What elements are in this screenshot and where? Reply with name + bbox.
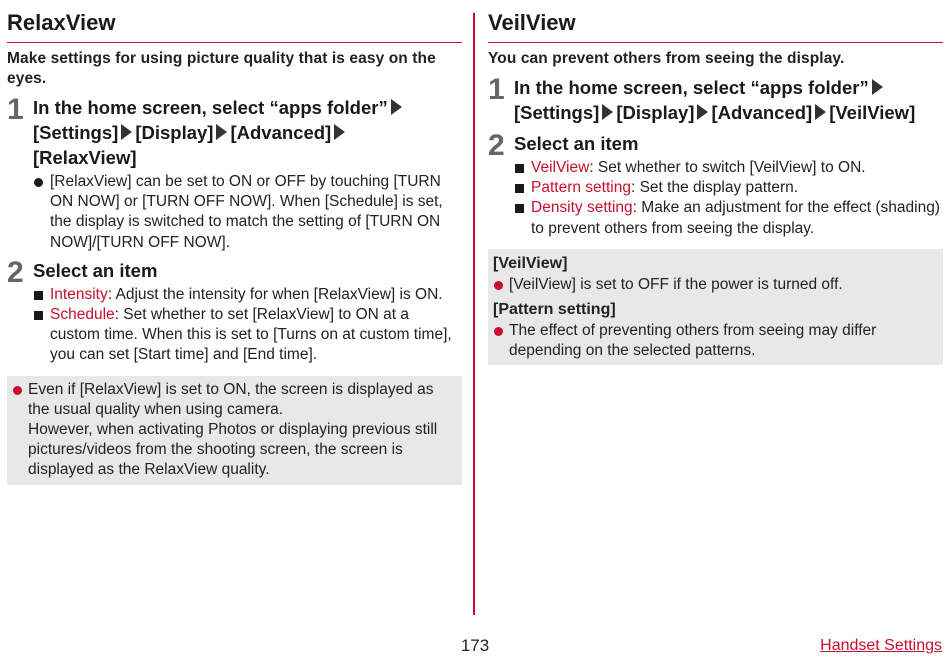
relaxview-step-2-title: Select an item — [33, 259, 158, 281]
term-description: : Set the display pattern. — [630, 179, 799, 197]
arrow-right-icon — [602, 104, 613, 120]
relaxview-note-box — [7, 376, 462, 485]
step-number: 2 — [7, 255, 24, 289]
veilview-step-1 — [488, 75, 943, 125]
path-veilview: [VeilView] — [829, 102, 916, 123]
term-intensity: Intensity — [50, 285, 108, 303]
step-number: 2 — [488, 129, 505, 162]
veilview-note-box — [488, 249, 943, 366]
note-text: Even if [RelaxView] is set to ON, the screen is displayed as the usual quality when using camera. — [28, 380, 434, 418]
relaxview-intro: Make settings for using picture quality that is easy on the eyes. — [7, 50, 436, 87]
arrow-right-icon — [391, 99, 402, 115]
relaxview-step-1 — [7, 95, 462, 253]
veilview-column — [488, 8, 943, 365]
step-number: 1 — [7, 93, 24, 126]
arrow-right-icon — [815, 104, 826, 120]
list-item-density-setting — [514, 198, 943, 238]
veilview-intro: You can prevent others from seeing the display. — [488, 50, 845, 67]
note-pattern-setting: The effect of preventing others from seeing may differ depending on the selected patterns. — [493, 321, 938, 361]
term-veilview: VeilView — [531, 159, 590, 176]
path-advanced: [Advanced] — [230, 122, 332, 143]
term-density-setting: Density setting — [531, 199, 633, 217]
page-number: 173 — [460, 636, 490, 655]
step-number: 1 — [488, 73, 505, 106]
veilview-step-2-title: Select an item — [514, 133, 639, 154]
veilview-title: VeilView — [488, 8, 943, 43]
note-heading-pattern-setting: [Pattern setting] — [493, 301, 616, 319]
term-description: : Set whether to set [RelaxView] to ON at a custom time. When this is set to [Turns on at custom time], you can set [Start time] and [End time]. — [50, 306, 452, 364]
relaxview-title: RelaxView — [7, 8, 462, 43]
arrow-right-icon — [872, 79, 883, 95]
path-display: [Display] — [135, 122, 214, 143]
list-item-veilview — [514, 158, 943, 178]
relaxview-step-2 — [7, 255, 462, 366]
arrow-right-icon — [334, 124, 345, 140]
path-display: [Display] — [616, 102, 695, 123]
handset-settings-link[interactable]: Handset Settings — [820, 637, 942, 654]
path-settings: [Settings] — [514, 102, 600, 123]
arrow-right-icon — [121, 124, 132, 140]
list-item-schedule — [33, 305, 462, 366]
term-schedule: Schedule — [50, 306, 115, 324]
term-description: : Make an adjustment for the effect (shading) to prevent others from seeing the display. — [531, 199, 940, 237]
term-pattern-setting: Pattern setting — [531, 179, 631, 197]
instruction-text: In the home screen, select “apps folder” — [514, 77, 869, 98]
relaxview-step-1-instruction — [33, 95, 462, 170]
relaxview-step-1-note: [RelaxView] can be set to ON or OFF by touching [TURN ON NOW] or [TURN OFF NOW]. When [Schedule] is set, the display is switched to match the setting of [TURN ON NOW]/[TURN OFF NOW]. — [33, 172, 462, 253]
term-description: : Adjust the intensity for when [RelaxView] is ON. — [107, 285, 443, 303]
arrow-right-icon — [216, 124, 227, 140]
relaxview-note — [12, 380, 457, 481]
note-text-2: However, when activating Photos or displaying previous still pictures/videos from the shooting screen, the screen is displayed as the RelaxView quality. — [28, 421, 438, 479]
veilview-step-2 — [488, 131, 943, 239]
note-heading-veilview: [VeilView] — [493, 254, 568, 272]
path-relaxview: [RelaxView] — [33, 147, 137, 168]
column-divider — [473, 13, 475, 615]
note-veilview: [VeilView] is set to OFF if the power is turned off. — [493, 275, 938, 295]
path-advanced: [Advanced] — [711, 102, 813, 123]
arrow-right-icon — [697, 104, 708, 120]
term-description: : Set whether to switch [VeilView] to ON. — [589, 159, 866, 176]
relaxview-column — [7, 8, 462, 485]
list-item-pattern-setting — [514, 178, 943, 198]
path-settings: [Settings] — [33, 122, 119, 143]
instruction-text: In the home screen, select “apps folder” — [33, 97, 388, 118]
list-item-intensity — [33, 285, 462, 305]
veilview-step-1-instruction — [514, 75, 943, 125]
